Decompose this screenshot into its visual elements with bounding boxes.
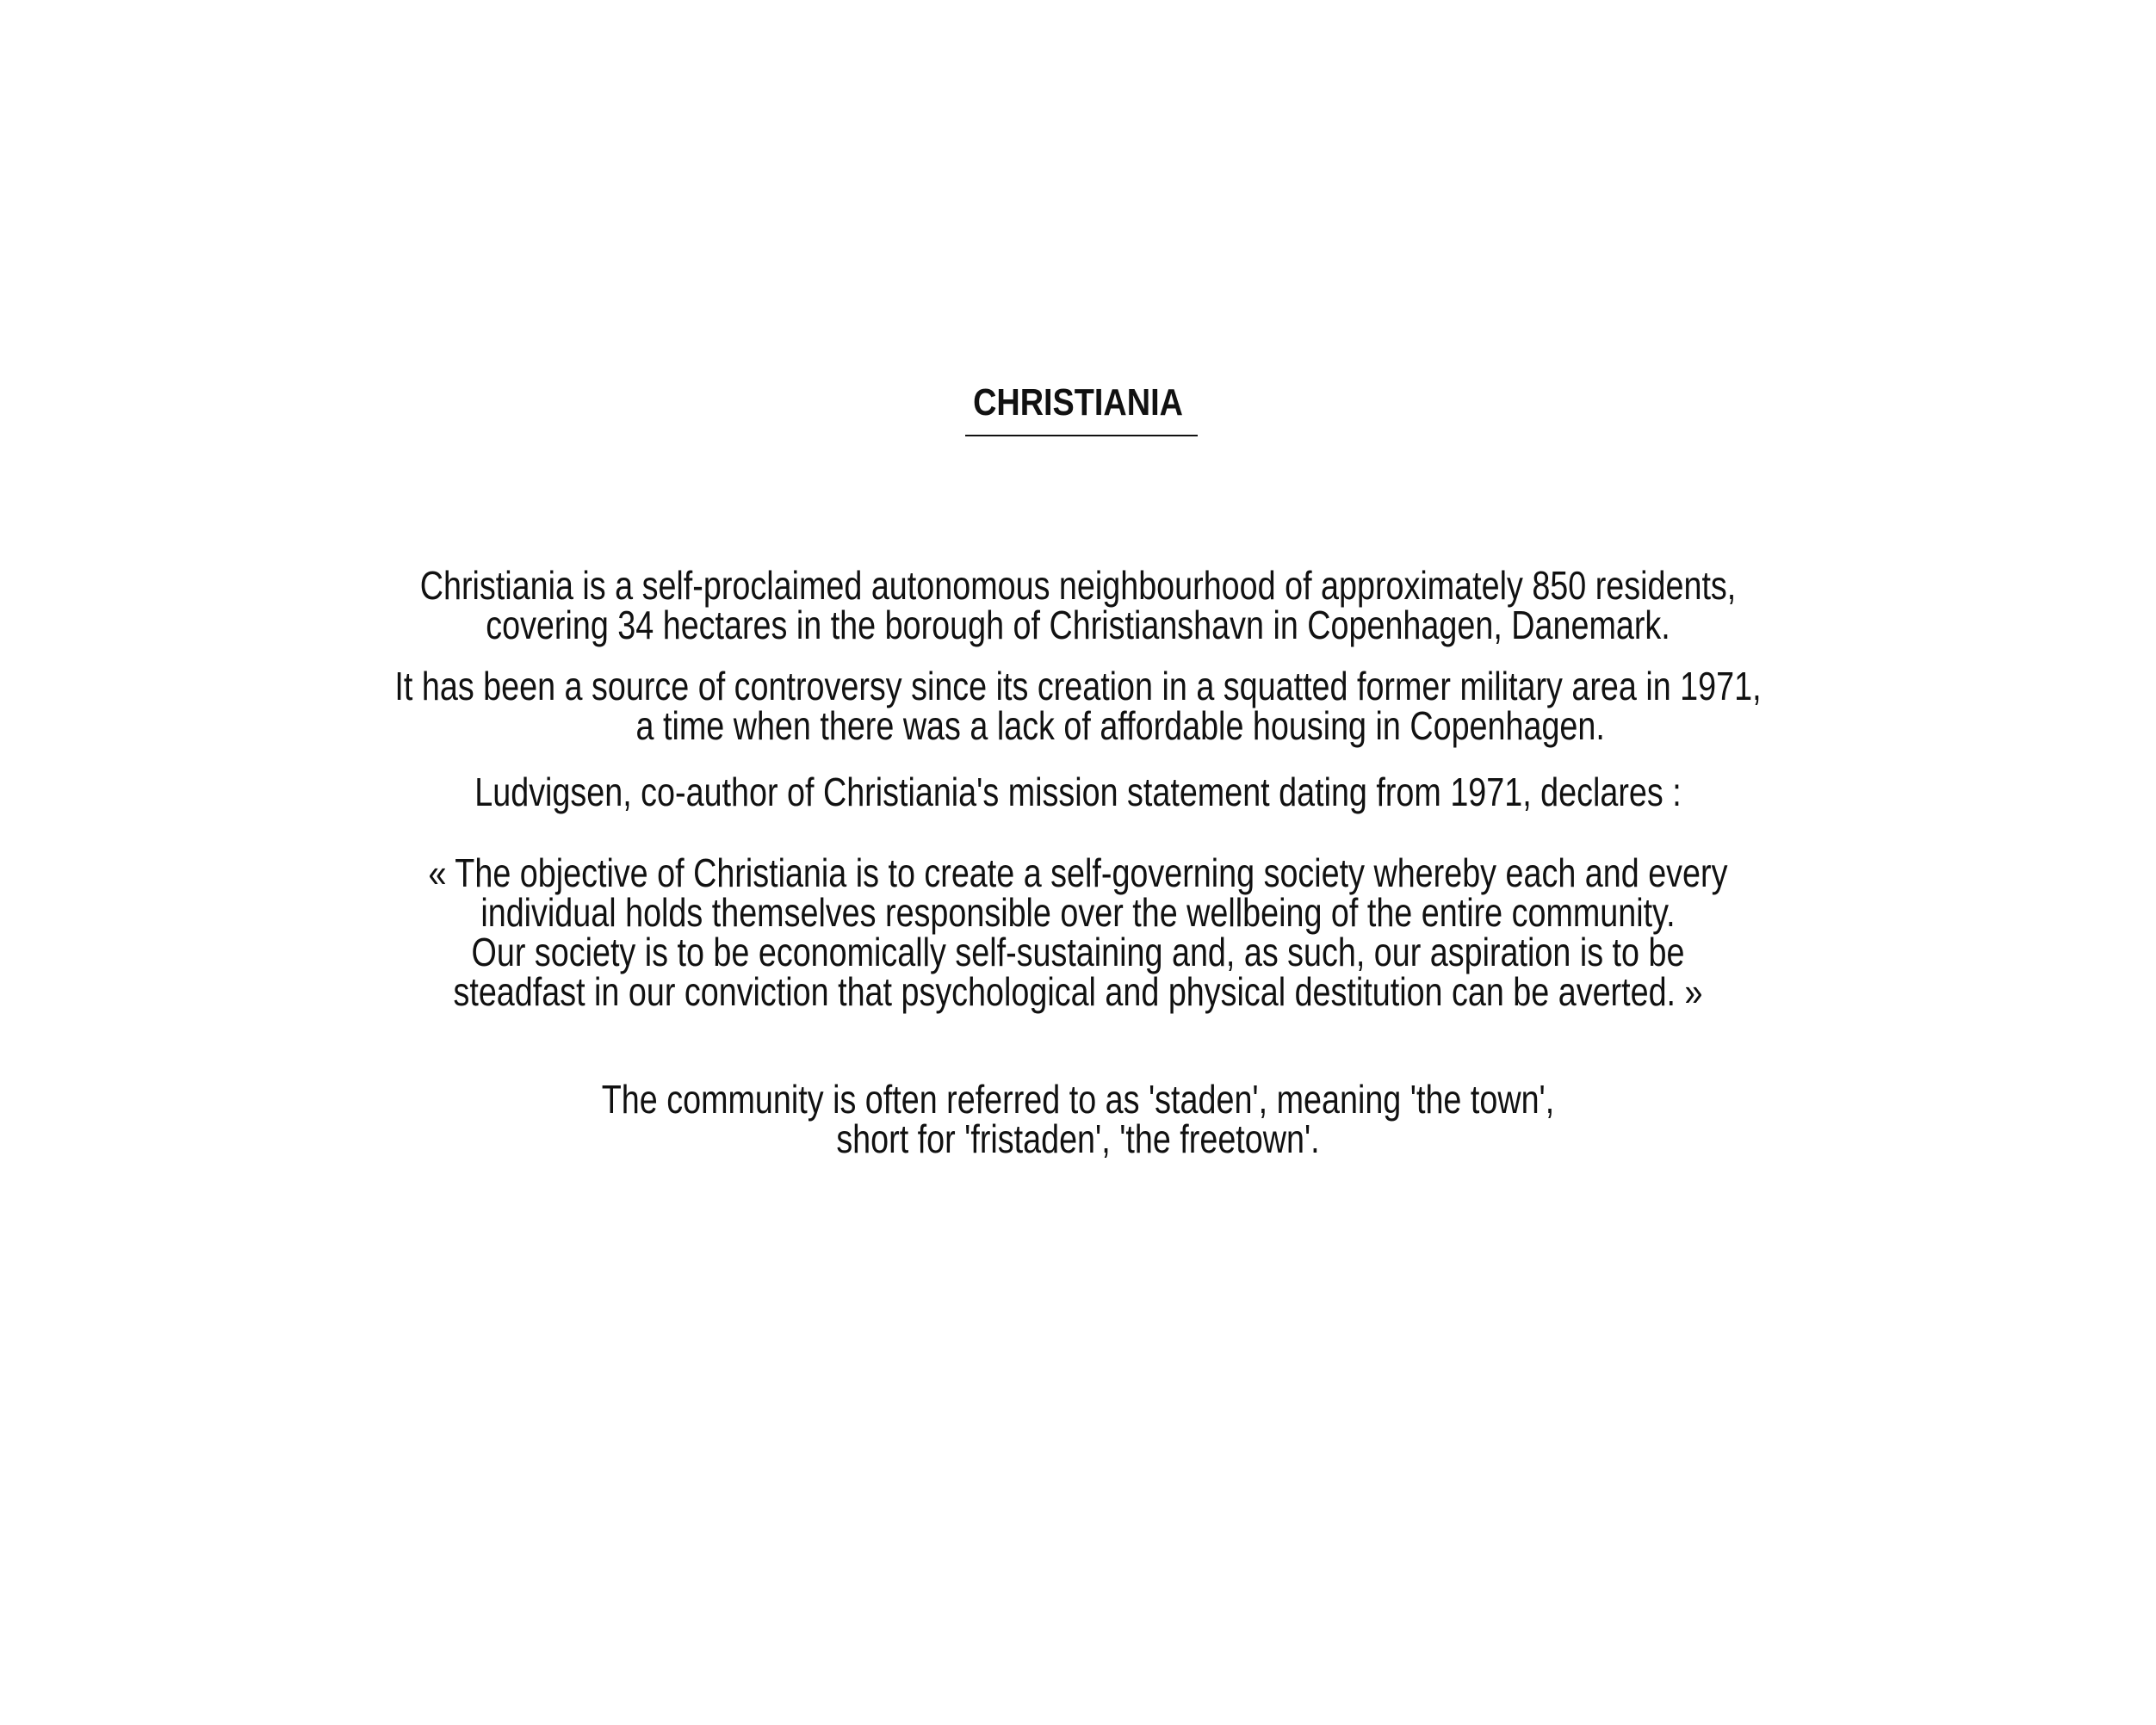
naming-line-1: The community is often referred to as 'staden', meaning 'the town', bbox=[601, 1077, 1555, 1122]
quote-line-4: steadfast in our conviction that psychological and physical destitution can be averted. » bbox=[453, 969, 1703, 1014]
history-line-1: It has been a source of controversy since its creation in a squatted former military area in 1971, bbox=[394, 664, 1762, 708]
quote-line-2: individual holds themselves responsible over the wellbeing of the entire community. bbox=[480, 890, 1676, 935]
quote-paragraph bbox=[194, 850, 1961, 1014]
history-paragraph bbox=[194, 664, 1961, 748]
history-line-2: a time when there was a lack of affordable housing in Copenhagen. bbox=[635, 703, 1605, 748]
naming-line-2: short for 'fristaden', 'the freetown'. bbox=[836, 1116, 1320, 1161]
quote-line-3: Our society is to be economically self-sustaining and, as such, our aspiration is to be bbox=[471, 930, 1685, 974]
title-underline bbox=[965, 435, 1198, 436]
quote-line-1: « The objective of Christiania is to create a self-governing society whereby each and every bbox=[428, 850, 1728, 895]
ludvigsen-paragraph bbox=[194, 772, 1961, 812]
intro-line-2: covering 34 hectares in the borough of Christianshavn in Copenhagen, Danemark. bbox=[486, 603, 1670, 647]
page-title: CHRISTIANIA bbox=[973, 381, 1183, 424]
ludvigsen-line-1: Ludvigsen, co-author of Christiania's mission statement dating from 1971, declares : bbox=[474, 770, 1682, 814]
intro-line-1: Christiania is a self-proclaimed autonomous neighbourhood of approximately 850 residents, bbox=[419, 563, 1737, 608]
naming-paragraph bbox=[194, 1079, 1961, 1159]
intro-paragraph bbox=[194, 563, 1961, 647]
